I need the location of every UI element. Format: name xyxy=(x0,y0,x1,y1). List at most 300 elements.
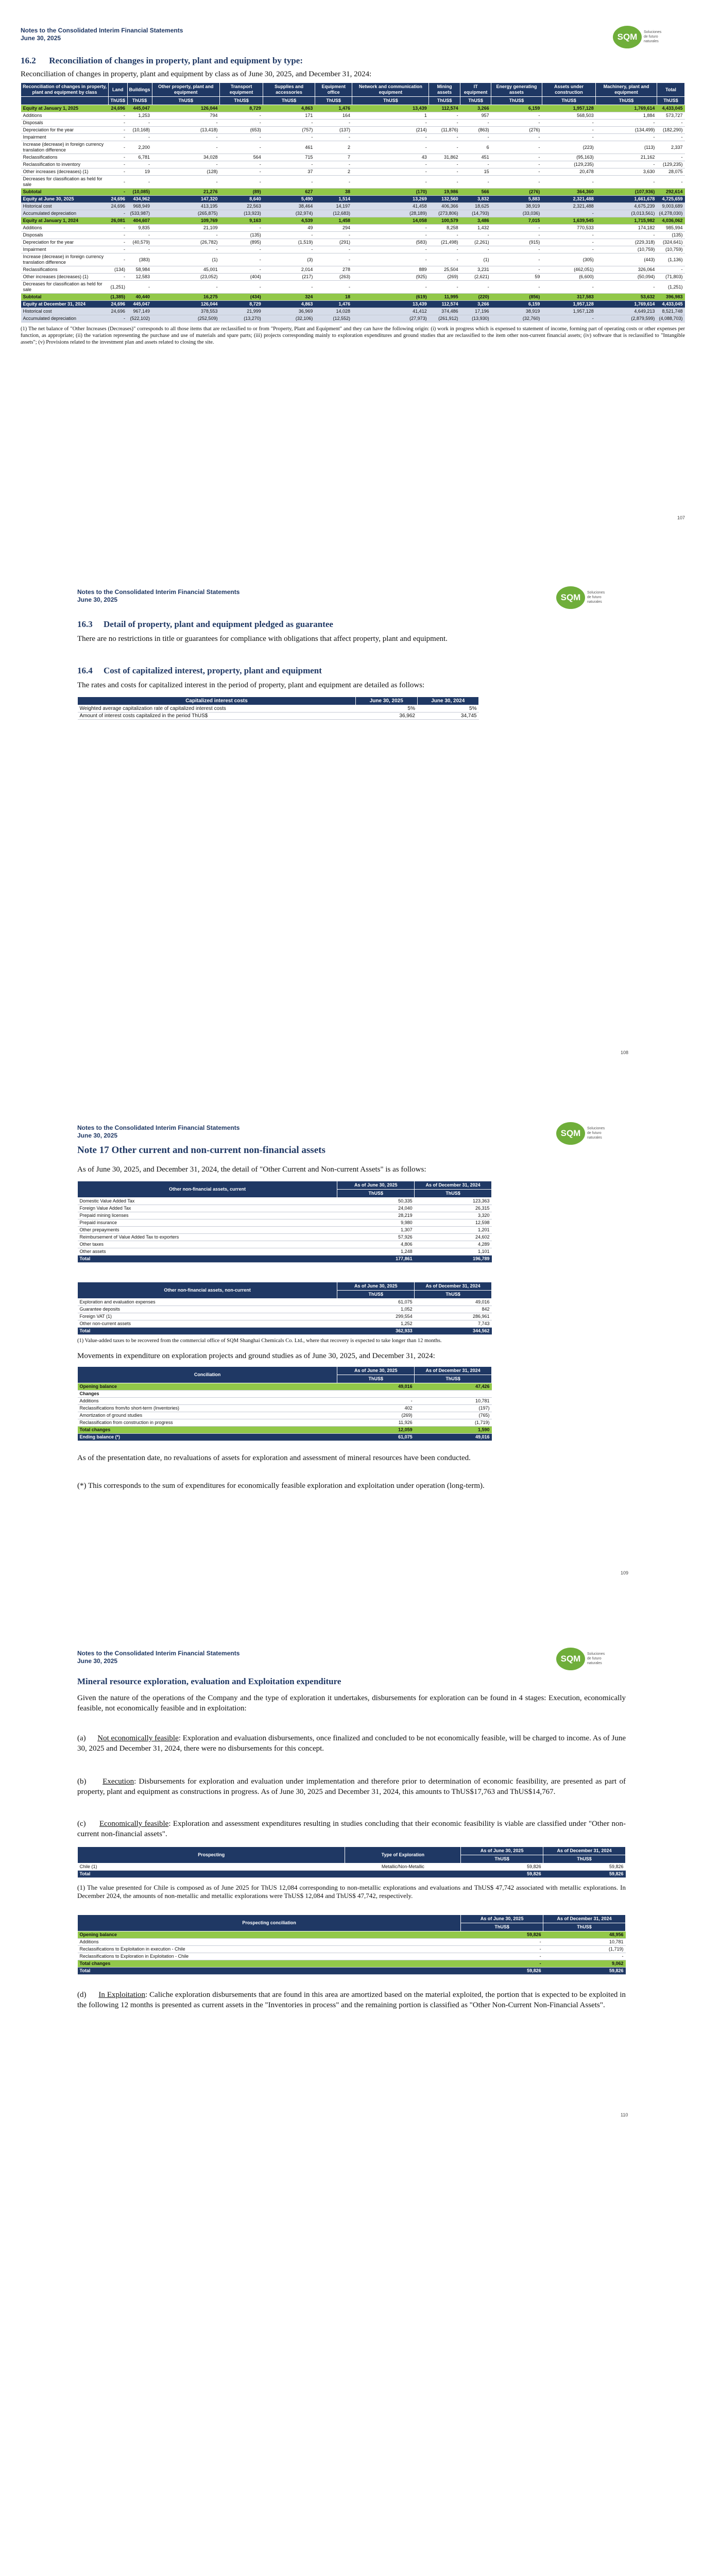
table-cell: 10,781 xyxy=(543,1939,626,1946)
table-cell: (129,235) xyxy=(657,161,684,168)
table-cell: - xyxy=(491,120,542,127)
table-cell: 2,337 xyxy=(657,141,684,154)
table-row xyxy=(78,1328,492,1335)
table-cell: 3,630 xyxy=(596,168,657,176)
table-cell: 566 xyxy=(460,189,491,196)
table-row xyxy=(21,112,685,120)
table-cell: 41,412 xyxy=(352,308,429,315)
table-cell: 1,052 xyxy=(337,1306,415,1313)
table-cell: - xyxy=(152,246,220,253)
table-cell: 21,162 xyxy=(596,154,657,161)
table-cell: Foreign VAT (1) xyxy=(78,1313,337,1320)
table-cell: 4,863 xyxy=(263,301,315,308)
table-cell: (95,163) xyxy=(542,154,595,161)
table-cell: - xyxy=(152,134,220,141)
table-row xyxy=(78,1320,492,1328)
table-cell: - xyxy=(352,232,429,239)
table-row xyxy=(21,253,685,266)
table-row xyxy=(21,294,685,301)
table-cell: 112,574 xyxy=(429,105,460,112)
table-cell: 2,014 xyxy=(263,266,315,274)
table-cell: - xyxy=(352,225,429,232)
footnote: (1) The net balance of "Other Increases (Decreases)" corresponds to all those items that are reclassified to or from "Property, Plant and Equipment" and they can have the following origin: (i) work in progress which is expensed to statement of income, forming part of operating costs or other expenses per function, as appropriate; (ii) the variation representing the purchase and use of materials and spare parts; (iii) projects corresponding mainly to exploration expenditures and ground studies that are reclassified to the item other non-current financial assets; (iv) software that is reclassified to "Intangible assets"; (v) Provisions related to the investment plan and assets related to closing the site. xyxy=(21,326,685,345)
table-cell: - xyxy=(657,134,684,141)
table-cell: 6 xyxy=(460,141,491,154)
table-cell: - xyxy=(127,281,152,294)
table-cell: 4,649,213 xyxy=(596,308,657,315)
table-cell: - xyxy=(152,281,220,294)
table-cell: (925) xyxy=(352,274,429,281)
table-cell: 374,486 xyxy=(429,308,460,315)
table-cell: 1,715,982 xyxy=(596,217,657,225)
table-cell: (71,803) xyxy=(657,274,684,281)
table-cell: - xyxy=(127,120,152,127)
table-cell: - xyxy=(352,141,429,154)
table-cell: Equity at January 1, 2024 xyxy=(21,217,109,225)
table-cell: 14,197 xyxy=(315,203,352,210)
section-title: Mineral resource exploration, evaluation and Exploitation expenditure xyxy=(77,1676,341,1686)
table-cell: - xyxy=(127,161,152,168)
table-cell: (134) xyxy=(109,266,128,274)
table-cell: - xyxy=(263,232,315,239)
table-cell: 21,109 xyxy=(152,225,220,232)
table-cell: (1,719) xyxy=(543,1946,626,1953)
table-cell: Historical cost xyxy=(21,203,109,210)
table-cell: (1,251) xyxy=(657,281,684,294)
unit-header: ThUS$ xyxy=(337,1291,415,1299)
unit-header: ThUS$ xyxy=(220,97,263,105)
table-cell: (113) xyxy=(596,141,657,154)
table-cell: - xyxy=(152,120,220,127)
column-header: IT equipment xyxy=(460,83,491,97)
table-cell: Other taxes xyxy=(78,1241,337,1248)
table-cell: Disposals xyxy=(21,232,109,239)
table-cell: - xyxy=(127,232,152,239)
table-cell: (217) xyxy=(263,274,315,281)
table-cell: 299,554 xyxy=(337,1313,415,1320)
table-cell: 770,533 xyxy=(542,225,595,232)
table-cell: 1,957,128 xyxy=(542,301,595,308)
table-row: Total changes 12,059 1,590 xyxy=(78,1427,492,1434)
table-cell: 413,195 xyxy=(152,203,220,210)
table-cell: (11,876) xyxy=(429,127,460,134)
table-cell: 164 xyxy=(315,112,352,120)
table-cell: - xyxy=(220,253,263,266)
table-cell: 1,432 xyxy=(460,225,491,232)
page-109 xyxy=(0,1061,703,1592)
table-cell: (276) xyxy=(491,189,542,196)
table-cell: - xyxy=(657,120,684,127)
unit-header: ThUS$ xyxy=(415,1375,492,1383)
table-cell: - xyxy=(152,176,220,189)
column-header: Capitalized interest costs xyxy=(78,697,356,705)
table-row: Changes xyxy=(78,1391,492,1398)
table-cell: (269) xyxy=(429,274,460,281)
section-text: The rates and costs for capitalized interest in the period of property, plant and equipment are detailed as follows: xyxy=(77,681,425,689)
table-cell: 967,149 xyxy=(127,308,152,315)
table-cell: Guarantee deposits xyxy=(78,1306,337,1313)
section-intro: Given the nature of the operations of the Company and the type of exploration it undertakes, disbursements for exploration can be found in 4 stages: Execution, economically feasible, not economically feasible and in exploitation: xyxy=(77,1694,626,1713)
table-cell: - xyxy=(109,225,128,232)
table-row xyxy=(78,1205,492,1212)
table-cell: Reclassifications xyxy=(21,266,109,274)
table-cell: 132,560 xyxy=(429,196,460,203)
table-row xyxy=(21,134,685,141)
table-cell: 6,781 xyxy=(127,154,152,161)
table-cell: 3,320 xyxy=(415,1212,492,1219)
table-cell: - xyxy=(429,120,460,127)
table-cell: - xyxy=(429,112,460,120)
table-cell: Depreciation for the year xyxy=(21,239,109,246)
table-cell: - xyxy=(460,232,491,239)
prospecting-conciliation-table xyxy=(77,1914,626,1975)
table-cell: (182,290) xyxy=(657,127,684,134)
table-cell: 4,806 xyxy=(337,1241,415,1248)
table-cell: (324,641) xyxy=(657,239,684,246)
table-cell: - xyxy=(461,1946,543,1953)
table-cell: Disposals xyxy=(21,120,109,127)
unit-header: ThUS$ xyxy=(337,1190,415,1198)
table-cell: 43 xyxy=(352,154,429,161)
table-cell: Reclassifications from/to short-term (Inventories) xyxy=(78,1405,337,1412)
table-cell: 12,598 xyxy=(415,1219,492,1227)
table-row xyxy=(21,239,685,246)
unit-header: ThUS$ xyxy=(491,97,542,105)
column-header: Supplies and accessories xyxy=(263,83,315,97)
table-cell: (12,552) xyxy=(315,315,352,323)
column-header: Land xyxy=(109,83,128,97)
unit-header: ThUS$ xyxy=(429,97,460,105)
table-row xyxy=(78,1227,492,1234)
table-cell: - xyxy=(460,176,491,189)
table-cell: - xyxy=(491,141,542,154)
table-cell: (856) xyxy=(491,294,542,301)
table-cell: - xyxy=(491,266,542,274)
table-cell: (1,251) xyxy=(109,281,128,294)
table-row xyxy=(21,203,685,210)
table-cell: - xyxy=(220,168,263,176)
table-row xyxy=(78,1419,492,1427)
table-cell: Reclassification from construction in progress xyxy=(78,1419,337,1427)
table-cell: 14,058 xyxy=(352,217,429,225)
table-cell: 18,625 xyxy=(460,203,491,210)
table-row xyxy=(21,274,685,281)
table-cell: - xyxy=(109,176,128,189)
table-cell: 8,640 xyxy=(220,196,263,203)
table-cell: Impairment xyxy=(21,134,109,141)
table-cell: 286,961 xyxy=(415,1313,492,1320)
table-row xyxy=(21,189,685,196)
table-cell: Reclassification to inventory xyxy=(21,161,109,168)
table-cell: (2,879,599) xyxy=(596,315,657,323)
table-cell: (4,088,703) xyxy=(657,315,684,323)
table-cell: - xyxy=(460,120,491,127)
table-cell: (2,621) xyxy=(460,274,491,281)
other-current-assets-table xyxy=(77,1181,492,1263)
table-cell: Additions xyxy=(78,1939,461,1946)
table-row: Total 59,826 59,826 xyxy=(78,1871,626,1878)
item-c: (c) Economically feasible: Exploration and assessment expenditures resulting in studies concluding that their economic feasibility is viable are classified under "Other non-current non-financial assets". xyxy=(77,1820,626,1838)
table-cell: 794 xyxy=(152,112,220,120)
table-row: Ending balance (*) 61,075 49,016 xyxy=(78,1434,492,1441)
table-cell: 402 xyxy=(337,1405,415,1412)
table-cell: - xyxy=(657,266,684,274)
column-header: Assets under construction xyxy=(542,83,595,97)
table-cell: 24,696 xyxy=(109,301,128,308)
table-cell: (50,094) xyxy=(596,274,657,281)
table-cell: (223) xyxy=(542,141,595,154)
table-cell: Additions xyxy=(78,1398,337,1405)
table-cell: - xyxy=(152,161,220,168)
table-cell: (28,189) xyxy=(352,210,429,217)
table-cell: 564 xyxy=(220,154,263,161)
page-header: Notes to the Consolidated Interim Financial Statements June 30, 2025 xyxy=(77,1650,240,1665)
unit-header: ThUS$ xyxy=(543,1855,626,1863)
paragraph: As of the presentation date, no revaluations of assets for exploration and assessment of mineral resources have been conducted. xyxy=(77,1454,471,1462)
table-cell: (1,519) xyxy=(263,239,315,246)
table-cell: - xyxy=(657,154,684,161)
table-cell: 123,363 xyxy=(415,1198,492,1205)
table-cell: - xyxy=(460,246,491,253)
table-cell: - xyxy=(109,274,128,281)
table-row xyxy=(78,1248,492,1256)
table-cell: 294 xyxy=(315,225,352,232)
page-header: Notes to the Consolidated Interim Financial Statements June 30, 2025 xyxy=(21,27,183,42)
table-cell: Reclassifications to Exploitation in execution - Chile xyxy=(78,1946,461,1953)
table-cell: 4,433,045 xyxy=(657,301,684,308)
table-cell: - xyxy=(429,161,460,168)
table-cell: 5,883 xyxy=(491,196,542,203)
table-cell: - xyxy=(352,253,429,266)
page-number: 107 xyxy=(677,515,685,520)
table-cell: 461 xyxy=(263,141,315,154)
table-cell: (10,759) xyxy=(596,246,657,253)
unit-header: ThUS$ xyxy=(127,97,152,105)
table-cell: Decreases for classification as held for sale xyxy=(21,281,109,294)
table-cell: 2 xyxy=(315,141,352,154)
table-cell: - xyxy=(491,225,542,232)
table-row xyxy=(21,105,685,112)
table-cell: - xyxy=(127,134,152,141)
table-cell: 8,258 xyxy=(429,225,460,232)
table-cell: - xyxy=(109,315,128,323)
section-text: There are no restrictions in title or guarantees for compliance with obligations that affect property, plant and equipment. xyxy=(77,635,448,643)
table-cell: - xyxy=(352,168,429,176)
table-cell: Subtotal xyxy=(21,189,109,196)
table-cell: 445,047 xyxy=(127,301,152,308)
company-logo: SQM Soluciones de futuro naturales xyxy=(556,1648,633,1670)
table-cell: - xyxy=(542,210,595,217)
table-cell: 171 xyxy=(263,112,315,120)
table-cell: - xyxy=(429,134,460,141)
table-cell: 7,743 xyxy=(415,1320,492,1328)
table-cell: Other non-current assets xyxy=(78,1320,337,1328)
table-row xyxy=(78,1405,492,1412)
item-b: (b) Execution: Disbursements for exploration and evaluation under implementation and therefore prior to determination of economic feasibility, are presented as part of property, plant and equipment as constructions in progress. As of June 30, 2025 and December 31, 2024, this amounts to ThUS$17,763 and ThUS$14,767. xyxy=(77,1777,626,1796)
table-cell: - xyxy=(315,246,352,253)
table-cell: 41,458 xyxy=(352,203,429,210)
table-cell: - xyxy=(263,161,315,168)
table-cell: 49,016 xyxy=(415,1299,492,1306)
table-cell: - xyxy=(263,176,315,189)
note-intro: As of June 30, 2025, and December 31, 2024, the detail of "Other Current and Non-current Assets" is as follows: xyxy=(77,1165,426,1174)
section-heading: 16.4 Cost of capitalized interest, property, plant and equipment xyxy=(77,666,322,675)
table-cell: 317,583 xyxy=(542,294,595,301)
table-row: Opening balance 59,826 48,956 xyxy=(78,1931,626,1939)
table-cell: Foreign Value Added Tax xyxy=(78,1205,337,1212)
table-cell: - xyxy=(152,232,220,239)
table-cell: 13,439 xyxy=(352,301,429,308)
table-cell: 8,521,748 xyxy=(657,308,684,315)
table-cell: 58,984 xyxy=(127,266,152,274)
table-cell: 17,196 xyxy=(460,308,491,315)
table-cell: - xyxy=(109,112,128,120)
table-cell: (4,278,030) xyxy=(657,210,684,217)
table-cell: 378,553 xyxy=(152,308,220,315)
table-cell: Prepaid mining licenses xyxy=(78,1212,337,1219)
table-cell: (653) xyxy=(220,127,263,134)
column-header: Prospecting conciliation xyxy=(78,1915,461,1931)
table-cell: (276) xyxy=(491,127,542,134)
table-cell: - xyxy=(460,161,491,168)
table-cell: (619) xyxy=(352,294,429,301)
table-cell: 4,289 xyxy=(415,1241,492,1248)
column-header: As of June 30, 2025 xyxy=(337,1181,415,1190)
table-cell: - xyxy=(352,120,429,127)
unit-header: ThUS$ xyxy=(461,1923,543,1931)
table-cell: (1,136) xyxy=(657,253,684,266)
table-cell: Other assets xyxy=(78,1248,337,1256)
table-cell: 24,696 xyxy=(109,105,128,112)
table-cell: 112,574 xyxy=(429,301,460,308)
table-cell: Increase (decrease) in foreign currency translation difference xyxy=(21,253,109,266)
table-cell: (23,052) xyxy=(152,274,220,281)
table-cell: - xyxy=(429,141,460,154)
table-cell: 9,980 xyxy=(337,1219,415,1227)
column-header: As of December 31, 2024 xyxy=(415,1282,492,1291)
table-cell: (134,499) xyxy=(596,127,657,134)
table-cell: - xyxy=(109,120,128,127)
table-cell: 24,696 xyxy=(109,196,128,203)
table-cell: 1,248 xyxy=(337,1248,415,1256)
table-cell: (583) xyxy=(352,239,429,246)
table-cell: (14,793) xyxy=(460,210,491,217)
table-cell: (10,085) xyxy=(127,189,152,196)
table-cell: - xyxy=(491,168,542,176)
table-cell: - xyxy=(315,134,352,141)
table-cell: (32,974) xyxy=(263,210,315,217)
column-header: June 30, 2024 xyxy=(417,697,479,705)
table-cell: 404,607 xyxy=(127,217,152,225)
table-cell: - xyxy=(127,246,152,253)
table-cell: (89) xyxy=(220,189,263,196)
table-cell: (261,912) xyxy=(429,315,460,323)
table-cell: 45,001 xyxy=(152,266,220,274)
table-cell: - xyxy=(109,189,128,196)
table-cell: - xyxy=(315,161,352,168)
item-d: (d) In Exploitation: Caliche exploration disbursements that are found in this area are amortized based on the material exploited, the portion that is expected to be exploited in the following 12 months is presented as current assets in the "Inventories in process" and the remaining portion is classified as "Other Non-Current Non-Financial Assets". xyxy=(77,1991,626,2009)
table-cell: 11,995 xyxy=(429,294,460,301)
ppe-reconciliation-table xyxy=(21,82,685,323)
table-row xyxy=(21,168,685,176)
unit-header: ThUS$ xyxy=(415,1291,492,1299)
table-cell: - xyxy=(429,168,460,176)
table-cell: Accumulated depreciation xyxy=(21,315,109,323)
column-header: As of December 31, 2024 xyxy=(415,1181,492,1190)
table-cell: - xyxy=(352,281,429,294)
column-header: Machinery, plant and equipment xyxy=(596,83,657,97)
table-cell: 49 xyxy=(263,225,315,232)
table-row xyxy=(78,1946,626,1953)
table-cell: 1,769,614 xyxy=(596,105,657,112)
column-header: Reconciliation of changes in property, plant and equipment by class xyxy=(21,83,109,97)
table-cell: (129,235) xyxy=(542,161,595,168)
table-row: Opening balance 49,016 47,426 xyxy=(78,1383,492,1391)
table-cell: 7,015 xyxy=(491,217,542,225)
table-cell: (13,930) xyxy=(460,315,491,323)
table-cell: - xyxy=(220,176,263,189)
table-cell: 21,276 xyxy=(152,189,220,196)
table-cell: (522,102) xyxy=(127,315,152,323)
section-heading: 16.3 Detail of property, plant and equipment pledged as guarantee xyxy=(77,619,333,629)
table-cell: 40,440 xyxy=(127,294,152,301)
unit-header: ThUS$ xyxy=(109,97,128,105)
paragraph: (*) This corresponds to the sum of expenditures for economically feasible exploration and exploitation under operation (long-term). xyxy=(77,1482,485,1490)
table-cell: 8,729 xyxy=(220,301,263,308)
unit-header: ThUS$ xyxy=(596,97,657,105)
table-cell: (434) xyxy=(220,294,263,301)
table-cell: 9,835 xyxy=(127,225,152,232)
table-row xyxy=(78,1241,492,1248)
table-row xyxy=(21,127,685,134)
section-intro: Reconciliation of changes in property, plant and equipment by class as of June 30, 2025, and December 31, 2024: xyxy=(21,70,372,78)
table-cell: - xyxy=(491,154,542,161)
table-cell: - xyxy=(596,120,657,127)
table-cell: - xyxy=(657,176,684,189)
table-cell: 50,335 xyxy=(337,1198,415,1205)
table-cell: - xyxy=(315,281,352,294)
table-row xyxy=(21,225,685,232)
unit-header: ThUS$ xyxy=(315,97,352,105)
table-cell: 889 xyxy=(352,266,429,274)
column-header: As of December 31, 2024 xyxy=(543,1847,626,1855)
table-cell: - xyxy=(543,1953,626,1960)
movements-intro: Movements in expenditure on exploration projects and ground studies as of June 30, 2025, and December 31, 2024: xyxy=(77,1352,435,1360)
table-row xyxy=(78,1412,492,1419)
table-cell: - xyxy=(315,120,352,127)
table-cell: (915) xyxy=(491,239,542,246)
table-cell: 9,163 xyxy=(220,217,263,225)
table-cell: - xyxy=(596,134,657,141)
table-cell: - xyxy=(596,232,657,239)
table-cell: - xyxy=(460,281,491,294)
table-cell: (40,579) xyxy=(127,239,152,246)
table-cell: 434,962 xyxy=(127,196,152,203)
page-110 xyxy=(0,1592,703,2576)
unit-header: ThUS$ xyxy=(337,1375,415,1383)
table-cell: - xyxy=(263,120,315,127)
table-cell: 1,253 xyxy=(127,112,152,120)
unit-header: ThUS$ xyxy=(460,97,491,105)
unit-header: ThUS$ xyxy=(461,1855,543,1863)
table-cell: 61,075 xyxy=(337,1299,415,1306)
table-cell: 18 xyxy=(315,294,352,301)
column-header: Conciliation xyxy=(78,1367,337,1383)
table-cell: - xyxy=(491,134,542,141)
table-cell: (197) xyxy=(415,1405,492,1412)
table-cell: (13,418) xyxy=(152,127,220,134)
table-footnote: (1) The value presented for Chile is composed as of June 2025 for ThUS 12,084 corresponding to non-metallic explorations and evaluations and ThUS$ 47,742 associated with metallic explorations. In December 2024, the amounts of non-metallic and metallic explorations were ThUS$ 12,084 and ThUS$ 47,742, respectively. xyxy=(77,1884,626,1900)
